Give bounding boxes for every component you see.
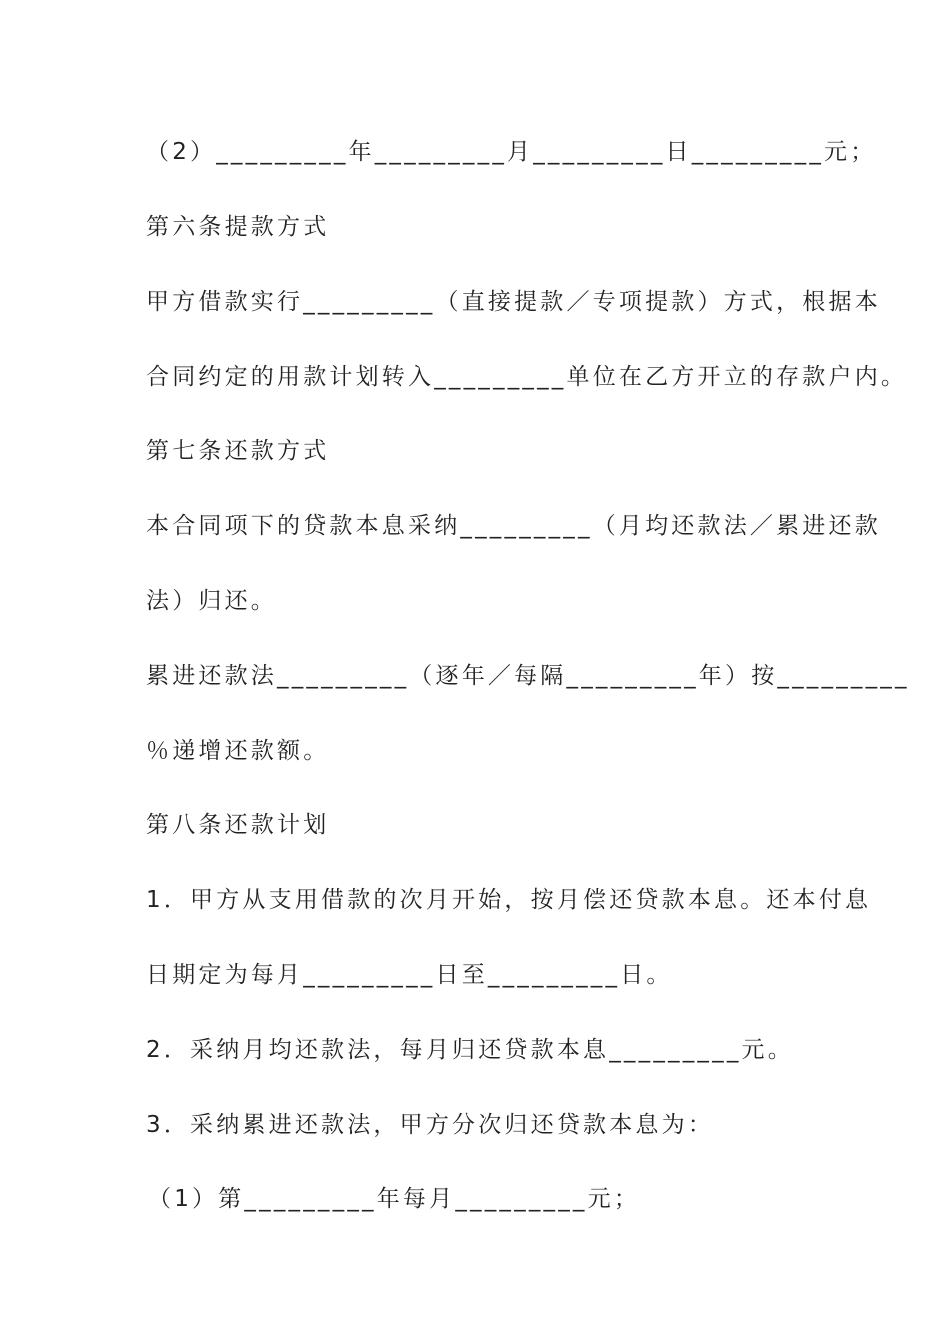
article-7-text-line-1: 本合同项下的贷款本息采纳_________（月均还款法／累进还款 <box>146 513 881 539</box>
article-7-progressive-line-2: ％递增还款额。 <box>146 738 330 764</box>
article-7-progressive-line-1: 累进还款法_________（逐年／每隔_________年）按_________ <box>146 663 910 689</box>
article-8-item-3-sub-1: （1）第_________年每月_________元； <box>148 1186 641 1212</box>
article-8-item-1-line-1: 1．甲方从支用借款的次月开始，按月偿还贷款本息。还本付息 <box>146 887 872 913</box>
article-7-heading: 第七条还款方式 <box>146 438 330 464</box>
article-8-item-3: 3．采纳累进还款法，甲方分次归还贷款本息为： <box>146 1112 715 1138</box>
article-6-text-line-2: 合同约定的用款计划转入_________单位在乙方开立的存款户内。 <box>146 364 908 390</box>
article-6-text-line-1: 甲方借款实行_________（直接提款／专项提款）方式，根据本 <box>146 289 881 315</box>
clause-5-item-2: （2）_________年_________月_________日_________元； <box>146 139 877 165</box>
article-8-heading: 第八条还款计划 <box>146 812 330 838</box>
article-8-item-2: 2．采纳月均还款法，每月归还贷款本息_________元。 <box>146 1037 794 1063</box>
article-6-heading: 第六条提款方式 <box>146 214 330 240</box>
article-8-item-1-line-2: 日期定为每月_________日至_________日。 <box>146 962 673 988</box>
article-7-text-line-2: 法）归还。 <box>146 588 277 614</box>
